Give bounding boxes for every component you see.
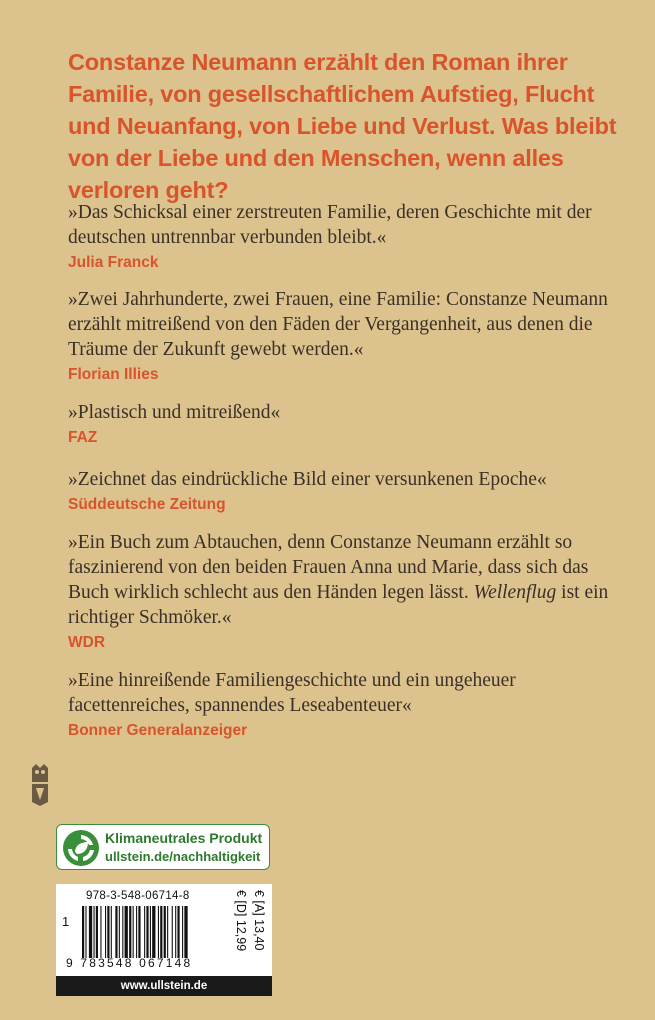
review-text: »Plastisch und mitreißend« (68, 402, 281, 423)
publisher-url[interactable]: www.ullstein.de (56, 976, 272, 996)
barcode-bar (167, 906, 168, 958)
review-quote (68, 287, 628, 386)
review-quote (68, 200, 628, 274)
price-austria: € [A] 13,40 (252, 890, 266, 951)
blurb-headline: Constanze Neumann erzählt den Roman ihrer Familie, von gesellschaftlichem Aufstieg, Flucht und Neuanfang, von Liebe und Verlust. Was bleibt von der Liebe und den Menschen, wenn alles verloren geht? (68, 49, 617, 203)
barcode-bar (160, 906, 162, 958)
review-text: »Ein Buch zum Abtauchen, denn Constanze Neumann erzählt so faszinierend von den beiden Frauen Anna und Marie, dass sich das Buch wirklich schlecht aus den Händen legen lässt. Wellenflug ist ein richtiger Schmöker.« (68, 532, 609, 628)
review-quote (68, 467, 628, 516)
barcode-bar (133, 906, 134, 958)
barcode-bar (82, 906, 84, 958)
review-text: »Eine hinreißende Familiengeschichte und ein ungeheuer facettenreiches, spannendes Leseabenteuer« (68, 670, 516, 716)
recycle-leaf-icon (61, 828, 101, 868)
barcode-bar (184, 906, 187, 958)
barcode-bar (138, 906, 140, 958)
isbn-barcode (56, 884, 272, 976)
barcode-bar (164, 906, 166, 958)
barcode-bar (119, 906, 120, 958)
barcode-bar (129, 906, 131, 958)
barcode-bar (94, 906, 95, 958)
price-germany: € [D] 12,99 (234, 890, 248, 952)
review-text: »Zwei Jahrhunderte, zwei Frauen, eine Familie: Constanze Neumann erzählt mitreißend von den Fäden der Vergangenheit, aus denen die Träume der Zukunft gewebt werden.« (68, 289, 608, 360)
review-source: FAZ (68, 429, 98, 446)
barcode-bar (115, 906, 117, 958)
barcode-bar (85, 906, 86, 958)
barcode-bar (152, 906, 155, 958)
barcode-bar (125, 906, 128, 958)
barcode-bar (172, 906, 173, 958)
eco-label-title: Klimaneutrales Produkt (105, 830, 263, 846)
review-source: Bonner Generalanzeiger (68, 722, 248, 739)
ean-digits: 9 783548 067148 (66, 956, 193, 970)
isbn-number: 978-3-548-06714-8 (86, 890, 190, 902)
barcode-bar (89, 906, 92, 958)
barcode-bar (175, 906, 176, 958)
barcode-bar (136, 906, 137, 958)
review-source: Süddeutsche Zeitung (68, 496, 226, 513)
review-quote (68, 530, 628, 654)
barcode-bar (107, 906, 109, 958)
barcode-bar (144, 906, 145, 958)
review-source: WDR (68, 634, 106, 651)
review-source: Florian Illies (68, 366, 159, 383)
review-source: Julia Franck (68, 254, 159, 271)
barcode-first-digit: 1 (62, 914, 70, 929)
barcode-bar (177, 906, 179, 958)
barcode-bar (182, 906, 183, 958)
barcode-bar (150, 906, 151, 958)
ullstein-owl-logo-icon (28, 762, 52, 808)
barcode-bar (158, 906, 159, 958)
barcode-bar (111, 906, 112, 958)
review-text: »Das Schicksal einer zerstreuten Familie, deren Geschichte mit der deutschen untrennbar verbunden bleibt.« (68, 202, 592, 248)
barcode-bar (122, 906, 123, 958)
barcode-bar (105, 906, 106, 958)
barcode-bar (100, 906, 101, 958)
review-quote (68, 400, 628, 449)
climate-neutral-badge (56, 824, 270, 870)
book-title-italic: Wellenflug (473, 582, 557, 603)
eco-label-url[interactable]: ullstein.de/nachhaltigkeit (105, 849, 261, 864)
barcode-bar (96, 906, 98, 958)
review-text: »Zeichnet das eindrückliche Bild einer versunkenen Epoche« (68, 469, 547, 490)
barcode-bars (82, 906, 230, 958)
review-quote (68, 668, 628, 742)
barcode-bar (146, 906, 148, 958)
